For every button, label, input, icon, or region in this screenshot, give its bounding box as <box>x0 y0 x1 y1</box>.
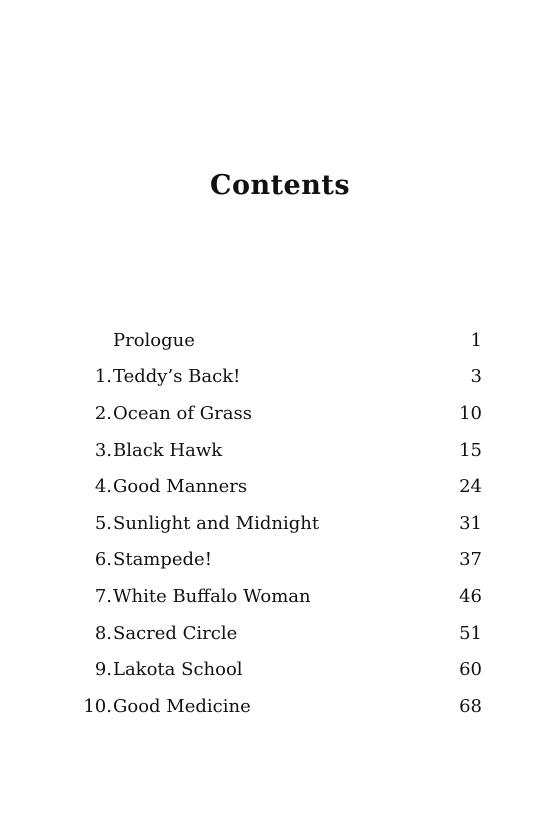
chapter-number: 3. <box>94 439 112 461</box>
chapter-title: Lakota School <box>113 659 243 681</box>
chapter-number: 4. <box>94 476 112 498</box>
page-number: 68 <box>459 695 482 717</box>
chapter-number: 5. <box>94 512 112 534</box>
page-number: 1 <box>470 329 482 351</box>
page-number: 60 <box>459 659 482 681</box>
page-number: 10 <box>459 402 482 424</box>
chapter-title: Sunlight and Midnight <box>113 512 320 534</box>
toc-entry-2 <box>72 395 482 432</box>
toc-entry-4 <box>72 468 482 505</box>
chapter-number: 6. <box>94 549 112 571</box>
chapter-number: 7. <box>94 585 112 607</box>
toc-entry-prologue <box>72 322 482 359</box>
toc-entry-9 <box>72 651 482 688</box>
chapter-title: Sacred Circle <box>113 622 238 644</box>
chapter-title: Good Manners <box>113 476 248 498</box>
page-number: 15 <box>459 439 482 461</box>
chapter-title: Prologue <box>113 329 195 351</box>
chapter-number: 2. <box>94 402 112 424</box>
chapter-title: Teddy’s Back! <box>113 366 241 388</box>
chapter-number: 10. <box>83 695 112 717</box>
toc-entry-3 <box>72 432 482 469</box>
chapter-title: Good Medicine <box>113 695 251 717</box>
chapter-title: White Buffalo Woman <box>113 585 311 607</box>
toc-entry-5 <box>72 505 482 542</box>
page-title: Contents <box>209 170 351 201</box>
page-number: 24 <box>459 476 482 498</box>
page-number: 37 <box>459 549 482 571</box>
page-number: 51 <box>459 622 482 644</box>
chapter-number: 1. <box>94 366 112 388</box>
toc-entry-7 <box>72 578 482 615</box>
page-number: 31 <box>459 512 482 534</box>
chapter-number: 9. <box>94 659 112 681</box>
page-number: 3 <box>470 366 482 388</box>
toc-entry-1 <box>72 359 482 396</box>
chapter-number: 8. <box>94 622 112 644</box>
page-number: 46 <box>459 585 482 607</box>
toc-entry-6 <box>72 542 482 579</box>
chapter-title: Black Hawk <box>113 439 223 461</box>
toc-entry-8 <box>72 615 482 652</box>
chapter-title: Ocean of Grass <box>113 402 252 424</box>
table-of-contents <box>72 322 482 725</box>
chapter-title: Stampede! <box>113 549 212 571</box>
toc-entry-10 <box>72 688 482 725</box>
